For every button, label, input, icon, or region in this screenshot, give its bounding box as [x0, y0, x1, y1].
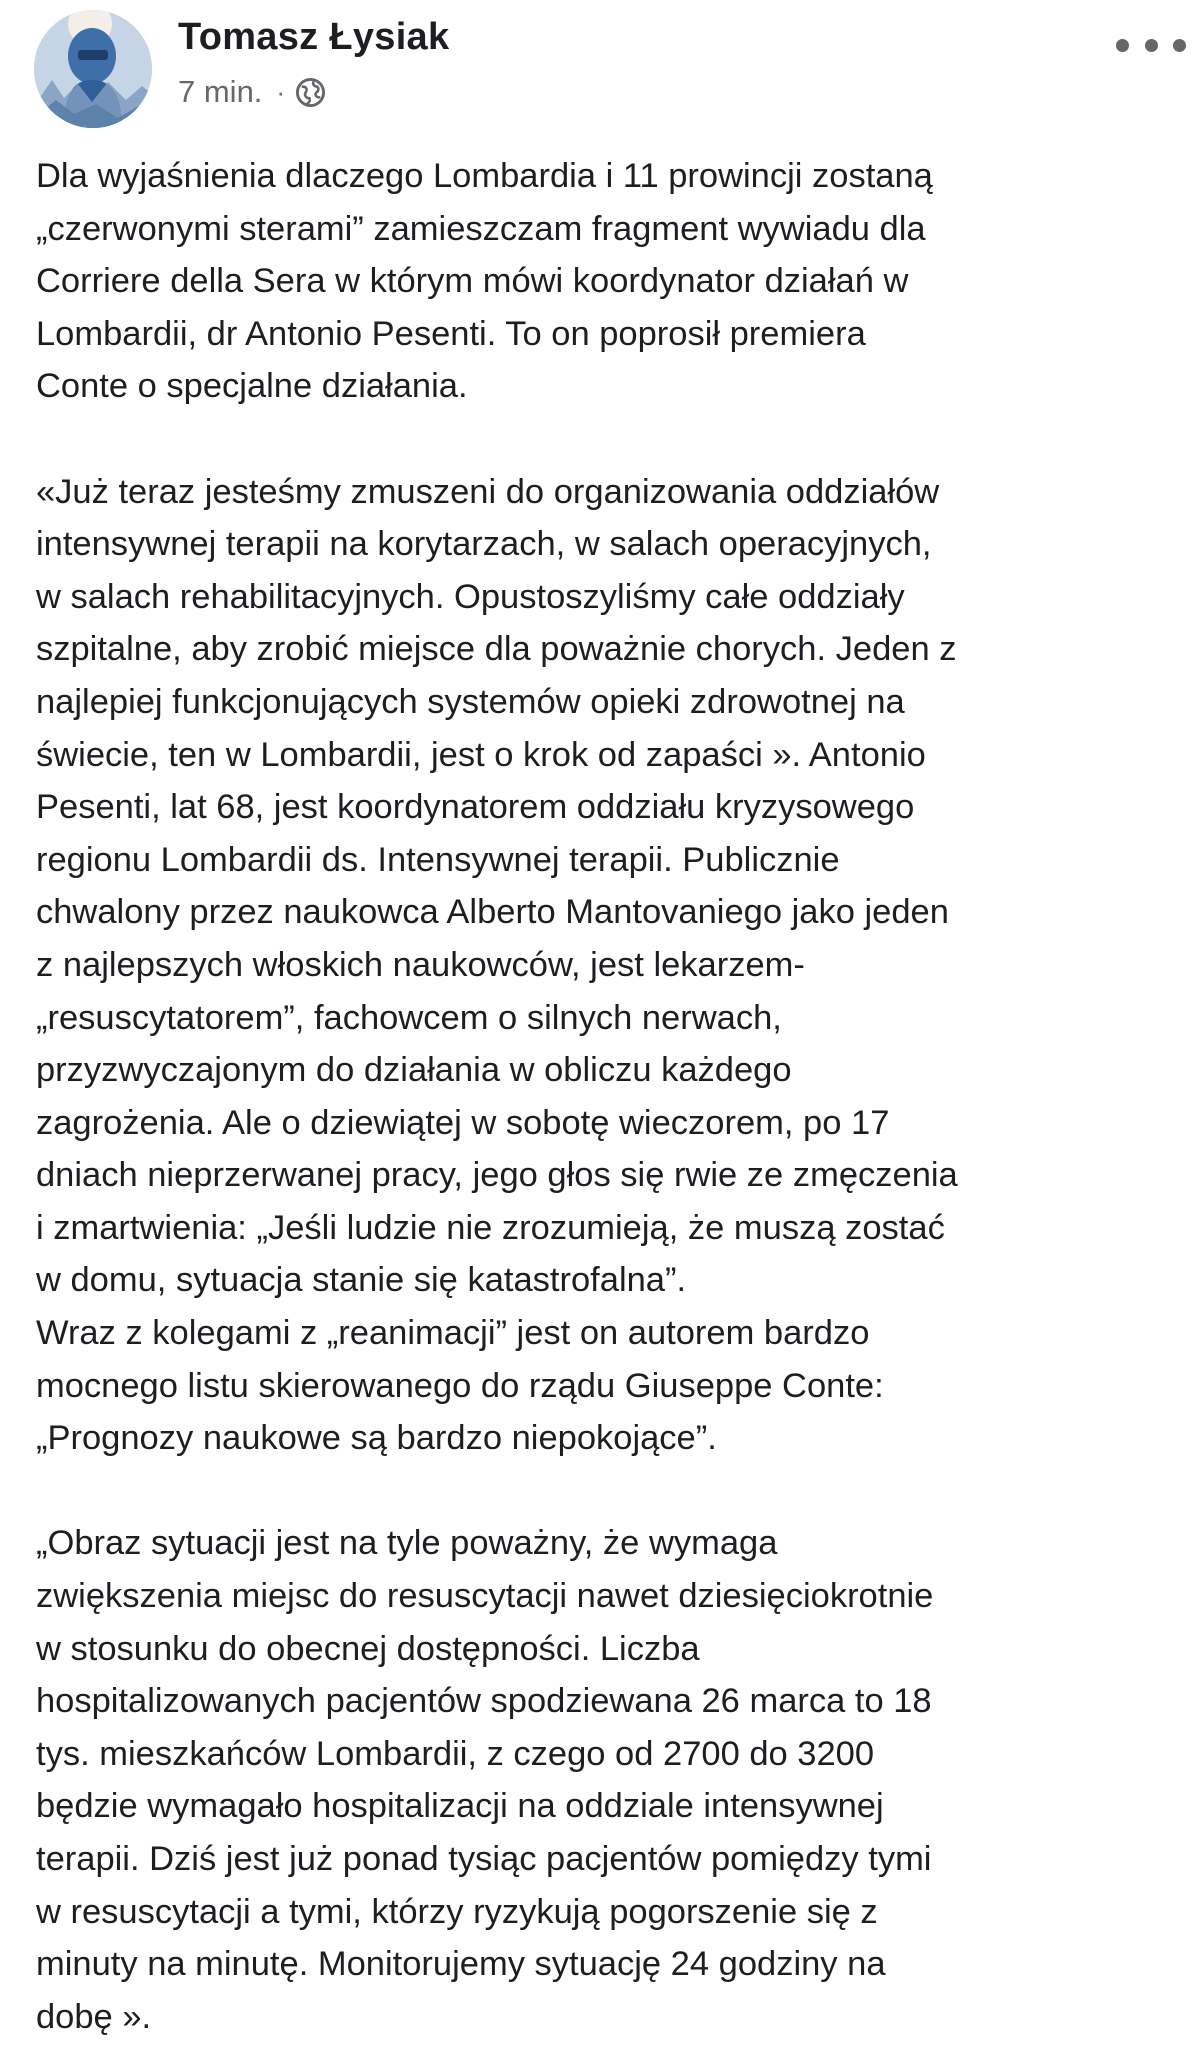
post-meta [178, 72, 326, 112]
post-paragraph-3: „Obraz sytuacji jest na tyle poważny, że wymaga zwiększenia miejsc do resuscytacji nawet dziesięciokrotnie w stosunku do obecnej dostępności. Liczba hospitalizowanych pacjentów spodziewana 26 marca to 18 tys. mieszkańców Lombardii, z czego od 2700 do 3200 będzie wymagało hospitalizacji na oddziale intensywnej terapii. Dziś jest już ponad tysiąc pacjentów pomiędzy tymi w resuscytacji a tymi, którzy ryzykują pogorszenie się z minuty na minutę. Monitorujemy sytuację 24 godziny na dobę ». [36, 1524, 934, 2036]
globe-icon[interactable] [295, 77, 326, 108]
more-dot [1145, 39, 1158, 52]
meta-separator: · [276, 77, 286, 107]
more-dot [1116, 39, 1129, 52]
author-avatar[interactable] [34, 10, 152, 128]
more-dot [1173, 39, 1186, 52]
post-paragraph-2: «Już teraz jesteśmy zmuszeni do organizowania oddziałów intensywnej terapii na korytarzach, w salach operacyjnych, w salach rehabilitacyjnych. Opustoszyliśmy całe oddziały szpitalne, aby zrobić miejsce dla poważnie chorych. Jeden z najlepiej funkcjonujących systemów opieki zdrowotnej na świecie, ten w Lombardii, jest o krok od zapaści ». Antonio Pesenti, lat 68, jest koordynatorem oddziału kryzysowego regionu Lombardii ds. Intensywnej terapii. Publicznie chwalony przez naukowca Alberto Mantovaniego jako jeden z najlepszych włoskich naukowców, jest lekarzem- „resuscytatorem”, fachowcem o silnych nerwach, przyzwyczajonym do działania w obliczu każdego zagrożenia. Ale o dziewiątej w sobotę wieczorem, po 17 dniach nieprzerwanej pracy, jego głos się rwie ze zmęczenia i zmartwienia: „Jeśli ludzie nie zrozumieją, że muszą zostać w domu, sytuacja stanie się katastrofalna”. Wraz z kolegami z „reanimacji” jest on autorem bardzo mocnego listu skierowanego do rządu Giuseppe Conte: „Prognozy naukowe są bardzo niepokojące”. [36, 472, 958, 1458]
post-text [36, 150, 1176, 2043]
post-paragraph-1: Dla wyjaśnienia dlaczego Lombardia i 11 prowincji zostaną „czerwonymi sterami” zamieszczam fragment wywiadu dla Corriere della Sera w którym mówi koordynator działań w Lombardii, dr Antonio Pesenti. To on poprosił premiera Conte o specjalne działania. [36, 157, 933, 406]
post-header [0, 0, 1204, 140]
avatar-image [34, 10, 152, 128]
author-name[interactable]: Tomasz Łysiak [178, 16, 450, 58]
post-timestamp[interactable]: 7 min. [178, 74, 263, 109]
more-options-icon[interactable] [1116, 30, 1186, 60]
